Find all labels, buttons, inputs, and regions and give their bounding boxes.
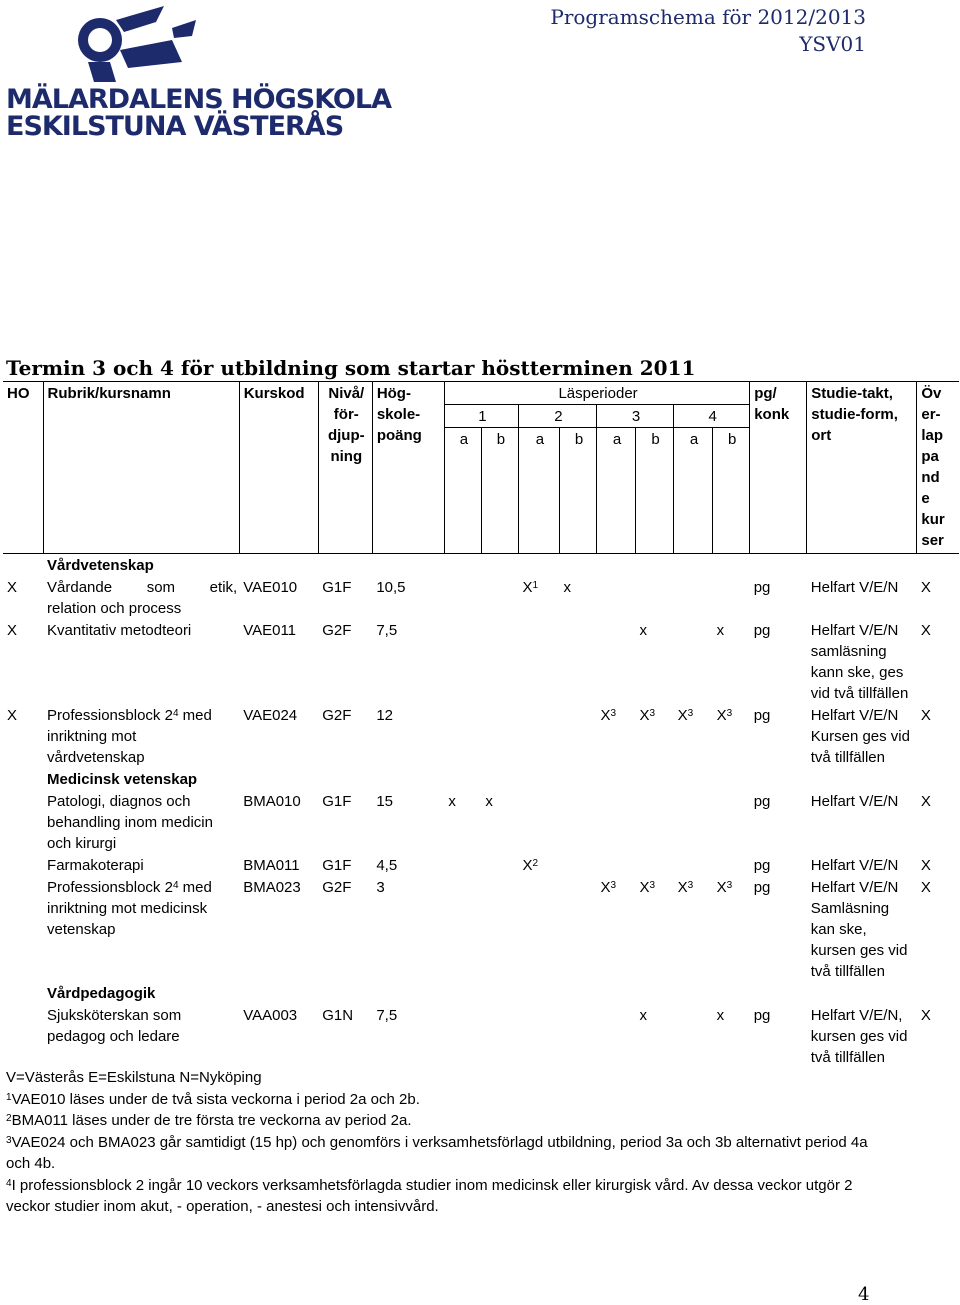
footnote (6, 1110, 886, 1132)
period-mark: x (563, 578, 571, 596)
pace-line: Kursen ges vid (810, 727, 910, 745)
page-number: 4 (858, 1284, 870, 1305)
overlap-cell: X (920, 1006, 931, 1024)
overlap-header-line: lap (921, 427, 944, 444)
university-logo-icon (64, 2, 214, 86)
course-name-text: Professionsblock 2 (47, 706, 173, 724)
logo-line-2: ESKILSTUNA VÄSTERÅS (6, 111, 344, 142)
footnote-ref: 4 (172, 707, 179, 719)
footnote-number: 3 (6, 1134, 12, 1146)
overlap-cell: X (920, 856, 931, 874)
footnote-text: VAE024 och BMA023 går samtidigt (15 hp) och genomförs i verksamhetsförlagd utbildning, period 3a och 3b alternativt period 4a och 4b. (6, 1133, 868, 1172)
pace-header-line: Studie-takt, (811, 385, 893, 402)
period-mark (636, 876, 674, 982)
course-name-text: Professionsblock 2 (47, 878, 173, 896)
ho-cell: X (7, 578, 18, 596)
sub-3b: b (636, 428, 674, 451)
course-credits: 7,5 (376, 1006, 398, 1024)
footnotes (6, 1067, 886, 1218)
pg-cell: pg (753, 878, 771, 896)
course-code: VAE011 (243, 621, 297, 639)
course-name (43, 704, 239, 768)
level-header-line: för- (333, 406, 359, 423)
footnote-number: 1 (6, 1091, 12, 1103)
mark-text: X (639, 706, 650, 724)
overlap-cell: X (920, 578, 931, 596)
pace-cell (807, 1004, 917, 1068)
overlap-header-line: nd (921, 469, 940, 486)
mark-text: X (716, 706, 727, 724)
course-name-text: med (178, 878, 212, 896)
overlap-header-line: ser (921, 532, 944, 549)
course-name-line (47, 705, 237, 726)
footnote-number: 4 (6, 1177, 12, 1189)
course-code: VAE024 (243, 706, 298, 724)
course-name-line: Patologi, diagnos och (47, 792, 191, 810)
footnote-text: I professionsblock 2 ingår 10 veckors verksamhetsförlagda studier inom medicinsk eller kirurgisk vård. Av dessa veckor utgör 2 veckor studier inom akut, - operation, - anestesi och intensivvård. (6, 1176, 853, 1215)
table-row (3, 704, 959, 768)
footnote (6, 1175, 886, 1218)
course-credits: 7,5 (376, 621, 398, 639)
level-header-line: djup- (327, 427, 365, 444)
footnote (6, 1089, 886, 1111)
pace-line: två tillfällen (810, 748, 885, 766)
program-schedule-table (3, 381, 959, 1068)
period-mark: x (716, 621, 725, 639)
col-header-overlap (917, 382, 959, 554)
pace-line: Helfart V/E/N, (810, 1006, 903, 1024)
pace-line: samläsning (810, 642, 887, 660)
course-credits: 10,5 (376, 578, 406, 596)
table-row (3, 790, 959, 854)
course-name-line: vårdvetenskap (47, 748, 145, 766)
period-2-header: 2 (518, 405, 596, 428)
course-name (43, 1004, 239, 1068)
university-logo-text (6, 86, 391, 140)
mark-text: X (522, 856, 533, 874)
sub-4b: b (713, 428, 750, 451)
col-header-ho: HO (3, 382, 43, 554)
pace-line: Helfart V/E/N (810, 706, 899, 724)
pace-line: kursen ges vid (810, 1027, 908, 1045)
table-row (3, 576, 959, 619)
overlap-header-line: Öv (921, 385, 942, 402)
pace-line: två tillfällen (810, 962, 885, 980)
course-code: VAE010 (243, 578, 298, 596)
course-credits: 12 (376, 706, 393, 724)
period-4-header: 4 (674, 405, 750, 428)
sub-3a: a (597, 428, 636, 451)
course-code: BMA011 (243, 856, 300, 874)
document-header (550, 4, 866, 58)
course-name (43, 876, 239, 982)
pg-cell: pg (753, 792, 771, 810)
course-credits: 15 (376, 792, 393, 810)
table-row (3, 854, 959, 876)
course-name (43, 790, 239, 854)
logo-line-1: MÄLARDALENS HÖGSKOLA (6, 84, 391, 115)
pace-line: två tillfällen (810, 1048, 885, 1066)
period-mark (674, 704, 713, 768)
course-name-line (47, 877, 237, 898)
pace-line: Helfart V/E/N (810, 621, 899, 639)
footnote-ref: 4 (172, 879, 179, 891)
course-name-line: och kirurgi (47, 834, 117, 852)
document-code: YSV01 (799, 32, 866, 56)
course-name: Farmakoterapi (47, 856, 144, 874)
footnote-ref: 2 (532, 857, 539, 869)
pg-cell: pg (753, 856, 771, 874)
mark-text: X (677, 706, 688, 724)
period-mark (636, 704, 674, 768)
period-mark (597, 704, 636, 768)
course-name-line: inriktning mot medicinsk (47, 899, 208, 917)
section-title: Termin 3 och 4 för utbildning som startar höstterminen 2011 (6, 356, 696, 380)
course-name-line: relation och process (47, 599, 182, 617)
mark-text: X (600, 706, 611, 724)
period-mark (518, 576, 559, 619)
credits-header-line: skole- (376, 406, 421, 423)
credits-header-line: Hög- (376, 385, 411, 402)
col-header-periods: Läsperioder (444, 382, 749, 405)
pace-line: vid två tillfällen (810, 684, 909, 702)
credits-header-line: poäng (376, 427, 422, 444)
overlap-cell: X (920, 621, 931, 639)
pg-header-line: pg/ (754, 385, 777, 402)
table-row (3, 619, 959, 704)
col-header-pace (807, 382, 917, 554)
course-name-line: behandling inom medicin (47, 813, 213, 831)
footnote-ref: 3 (610, 707, 617, 719)
sub-2b: b (559, 428, 596, 451)
period-mark (713, 704, 750, 768)
mark-text: X (677, 878, 688, 896)
course-name-line: Vårdande som etik, (47, 578, 238, 596)
course-name-line: inriktning mot (47, 727, 137, 745)
overlap-cell: X (920, 706, 931, 724)
pace-line: kan ske, (810, 920, 867, 938)
footnote-number: 2 (6, 1113, 12, 1124)
course-level: G2F (322, 878, 352, 896)
col-header-level (318, 382, 372, 554)
pace-cell (807, 876, 917, 982)
footnote-ref: 3 (726, 879, 733, 891)
period-mark: x (639, 621, 648, 639)
footnote-ref: 3 (649, 707, 656, 719)
footnote-ref: 3 (610, 879, 617, 891)
pg-cell: pg (753, 706, 771, 724)
course-level: G1F (322, 792, 352, 810)
period-mark: x (639, 1006, 648, 1024)
ho-cell: X (7, 621, 18, 639)
period-mark: x (485, 792, 493, 810)
pace-cell (807, 619, 917, 704)
footnote (6, 1132, 886, 1175)
pace-line: Helfart V/E/N (810, 878, 899, 896)
pg-cell: pg (753, 1006, 771, 1024)
document-title: Programschema för 2012/2013 (550, 5, 866, 29)
pg-cell: pg (753, 578, 771, 596)
level-header-line: ning (330, 448, 363, 465)
col-header-code: Kurskod (239, 382, 318, 554)
course-name: Kvantitativ metodteori (47, 621, 192, 639)
pace-header-line: ort (811, 427, 832, 444)
course-name-line: vetenskap (47, 920, 116, 938)
location-legend: V=Västerås E=Eskilstuna N=Nyköping (6, 1069, 262, 1086)
course-name-line: Sjuksköterskan som (47, 1006, 182, 1024)
sub-4a: a (674, 428, 713, 451)
col-header-pg (750, 382, 807, 554)
pace-cell: Helfart V/E/N (810, 578, 899, 596)
pace-cell (807, 704, 917, 768)
section-row-vardpedagogik (3, 982, 959, 1004)
footnote-text: BMA011 läses under de tre första tre veckorna av period 2a. (11, 1112, 412, 1129)
period-3-header: 3 (597, 405, 674, 428)
period-mark: x (716, 1006, 725, 1024)
footnote-ref: 3 (726, 707, 733, 719)
footnote-ref: 3 (649, 879, 656, 891)
ho-cell: X (7, 706, 18, 724)
overlap-cell: X (920, 792, 931, 810)
course-level: G1N (322, 1006, 354, 1024)
course-credits: 3 (376, 878, 385, 896)
course-level: G2F (322, 706, 352, 724)
sub-2a: a (518, 428, 559, 451)
course-level: G1F (322, 578, 352, 596)
period-mark (597, 876, 636, 982)
course-level: G2F (322, 621, 352, 639)
period-mark (674, 876, 713, 982)
table-row (3, 1004, 959, 1068)
course-level: G1F (322, 856, 352, 874)
sub-1b: b (481, 428, 518, 451)
col-header-credits (372, 382, 444, 554)
mark-text: X (522, 578, 533, 596)
pace-header-line: studie-form, (811, 406, 898, 423)
pg-cell: pg (753, 621, 771, 639)
overlap-header-line: pa (921, 448, 939, 465)
course-name-text: med (178, 706, 212, 724)
pace-line: kursen ges vid (810, 941, 908, 959)
period-mark (518, 854, 559, 876)
overlap-header-line: kur (921, 511, 945, 528)
sub-1a: a (444, 428, 481, 451)
footnote-ref: 3 (687, 879, 694, 891)
course-name (43, 576, 239, 619)
pace-cell: Helfart V/E/N (810, 856, 899, 874)
course-name-line: pedagog och ledare (47, 1027, 180, 1045)
course-credits: 4,5 (376, 856, 398, 874)
pace-line: kann ske, ges (810, 663, 904, 681)
level-header-line: Nivå/ (328, 385, 365, 402)
footnote-ref: 3 (687, 707, 694, 719)
table-row (3, 876, 959, 982)
mark-text: X (600, 878, 611, 896)
section-label: Vårdvetenskap (47, 556, 154, 574)
pg-header-line: konk (754, 406, 790, 423)
section-label: Vårdpedagogik (47, 984, 156, 1002)
period-mark: x (448, 792, 456, 810)
overlap-header-line: e (921, 490, 930, 507)
period-1-header: 1 (444, 405, 518, 428)
course-code: BMA023 (243, 878, 301, 896)
overlap-cell: X (920, 878, 931, 896)
table-header-row (3, 382, 959, 405)
section-row-vardvetenskap (3, 553, 959, 576)
footnote-text: VAE010 läses under de två sista veckorna i period 2a och 2b. (11, 1090, 420, 1108)
course-code: BMA010 (243, 792, 301, 810)
pace-line: Samläsning (810, 899, 890, 917)
mark-text: X (639, 878, 650, 896)
pace-cell: Helfart V/E/N (810, 792, 899, 810)
overlap-header-line: er- (921, 406, 941, 423)
section-label: Medicinsk vetenskap (47, 770, 198, 788)
col-header-name: Rubrik/kursnamn (43, 382, 239, 554)
course-code: VAA003 (243, 1006, 298, 1024)
period-mark (713, 876, 750, 982)
footnote-ref: 1 (532, 579, 539, 591)
mark-text: X (716, 878, 727, 896)
section-row-medicinsk-vetenskap (3, 768, 959, 790)
